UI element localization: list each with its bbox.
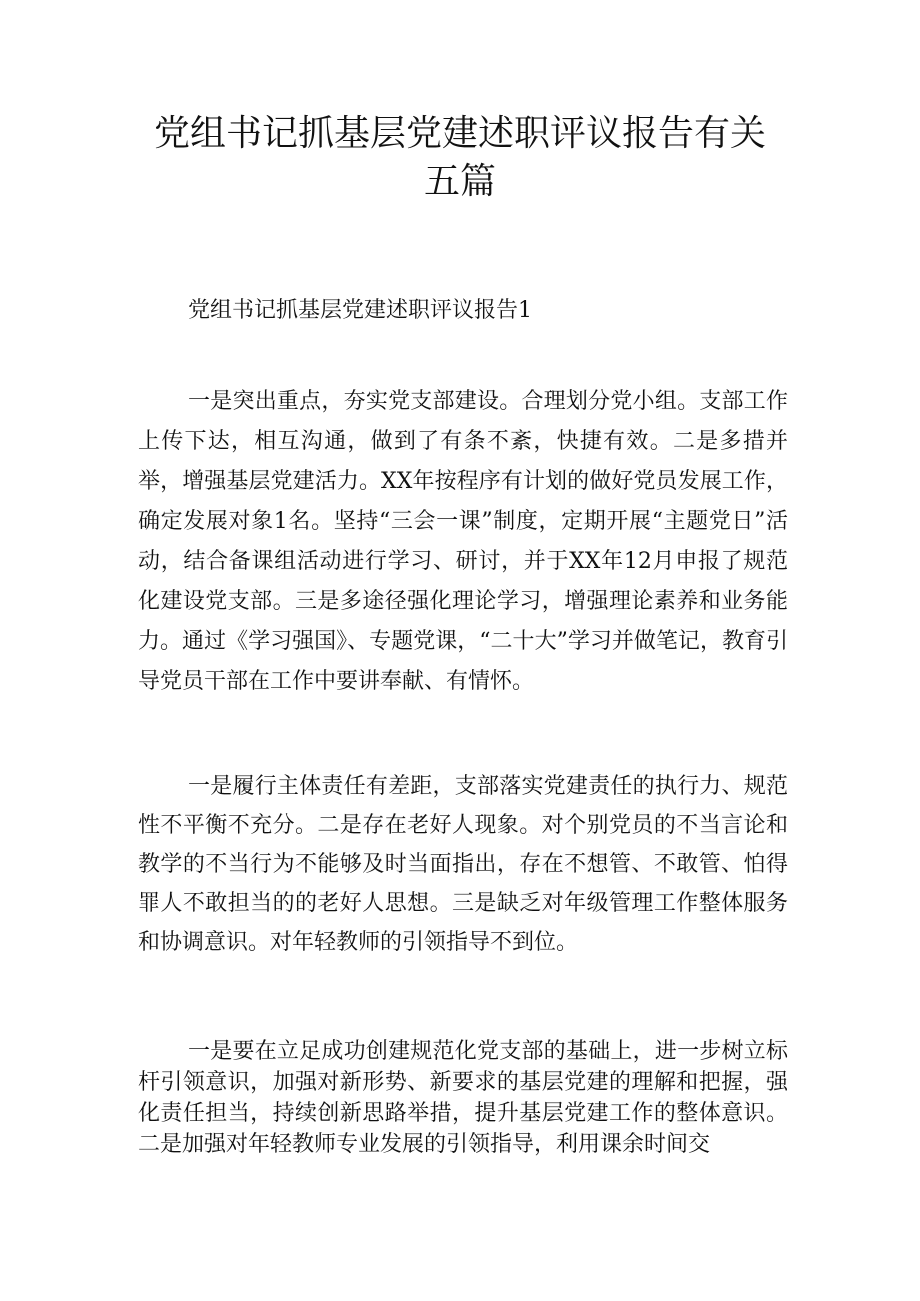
body-paragraph: 一是突出重点，夯实党支部建设。合理划分党小组。支部工作上传下达，相互沟通，做到了有条不紊，快捷有效。二是多措并举，增强基层党建活力。XX年按程序有计划的做好党员发展工作，确定发展对象1名。坚持“三会一课”制度，定期开展“主题党日”活动，结合备课组活动进行学习、研讨，并于XX年12月申报了规范化建设党支部。三是多途径强化理论学习，增强理论素养和业务能力。通过《学习强国》、专题党课，“二十大”学习并做笔记，教育引导党员干部在工作中要讲奉献、有情怀。 [138,389,788,694]
section-heading: 党组书记抓基层党建述职评议报告1 [188,298,532,323]
document-title: 党组书记抓基层党建述职评议报告有关五篇 [153,113,766,202]
body-paragraph: 一是履行主体责任有差距，支部落实党建责任的执行力、规范性不平衡不充分。二是存在老好人现象。对个别党员的不当言论和教学的不当行为不能够及时当面指出，存在不想管、不敢管、怕得罪人不敢担当的的老好人思想。三是缺乏对年级管理工作整体服务和协调意识。对年轻教师的引领指导不到位。 [138,774,788,955]
body-paragraph: 一是要在立足成功创建规范化党支部的基础上，进一步树立标杆引领意识，加强对新形势、新要求的基层党建的理解和把握，强化责任担当，持续创新思路举措，提升基层党建工作的整体意识。二是加强对年轻教师专业发展的引领指导，利用课余时间交 [138,1039,788,1157]
